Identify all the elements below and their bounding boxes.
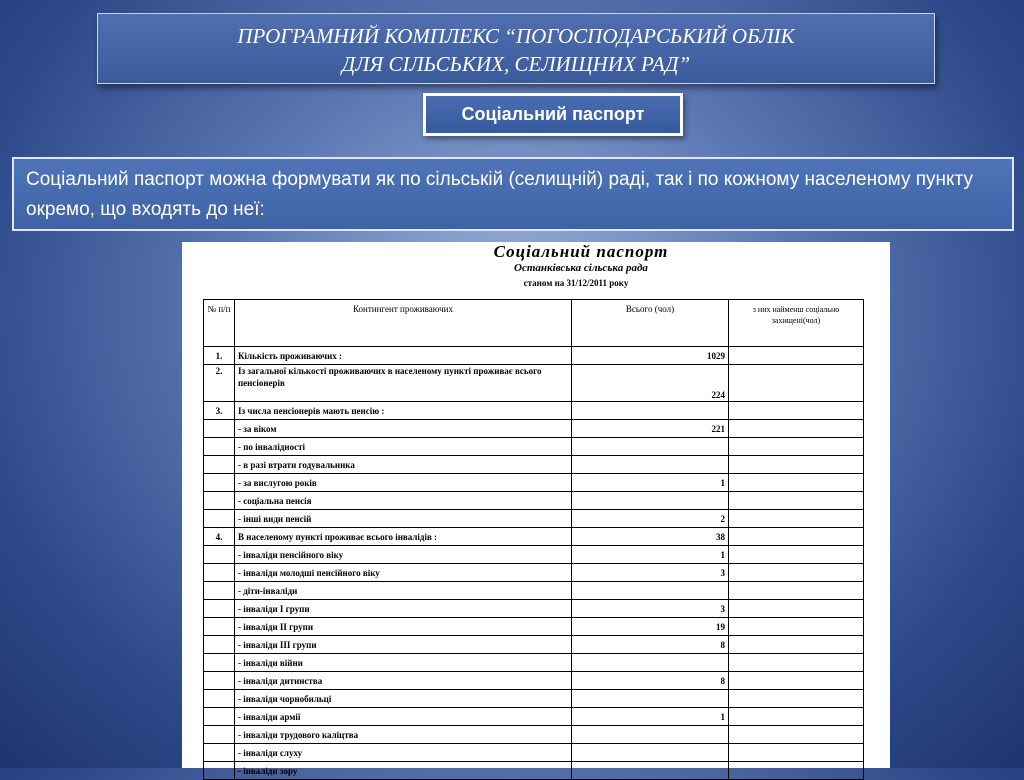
row-total: 1029	[572, 347, 729, 365]
table-row	[204, 708, 864, 726]
row-name: - інваліди ІІІ групи	[235, 636, 572, 654]
row-protected	[729, 744, 864, 762]
header-num: № п/п	[204, 300, 235, 347]
row-total: 221	[572, 420, 729, 438]
row-total: 3	[572, 600, 729, 618]
table-row	[204, 600, 864, 618]
row-name: - інваліди війни	[235, 654, 572, 672]
row-num	[204, 744, 235, 762]
row-name: - по інвалідності	[235, 438, 572, 456]
row-name: - інваліди молодші пенсійного віку	[235, 564, 572, 582]
row-name: - інваліди слуху	[235, 744, 572, 762]
row-name: - інваліди пенсійного віку	[235, 546, 572, 564]
row-total	[572, 726, 729, 744]
row-name: Із загальної кількості проживаючих в населеному пункті проживає всього пенсіонерів	[235, 365, 572, 402]
row-name: - діти-інваліди	[235, 582, 572, 600]
row-total	[572, 456, 729, 474]
row-total	[572, 744, 729, 762]
table-row	[204, 744, 864, 762]
row-protected	[729, 618, 864, 636]
row-total: 19	[572, 618, 729, 636]
row-num	[204, 690, 235, 708]
row-protected	[729, 546, 864, 564]
table-row	[204, 690, 864, 708]
table-row	[204, 365, 864, 402]
table-row	[204, 456, 864, 474]
table-row	[204, 636, 864, 654]
row-num	[204, 762, 235, 780]
table-row	[204, 347, 864, 365]
row-protected	[729, 456, 864, 474]
row-total	[572, 402, 729, 420]
row-name: - за віком	[235, 420, 572, 438]
table-row	[204, 672, 864, 690]
row-total: 1	[572, 546, 729, 564]
row-protected	[729, 726, 864, 744]
row-num	[204, 726, 235, 744]
row-num	[204, 564, 235, 582]
row-num	[204, 600, 235, 618]
social-passport-button[interactable]	[423, 93, 683, 136]
row-protected	[729, 474, 864, 492]
row-name: - інваліди чорнобильці	[235, 690, 572, 708]
row-total: 8	[572, 636, 729, 654]
row-num	[204, 582, 235, 600]
row-num	[204, 708, 235, 726]
row-protected	[729, 654, 864, 672]
row-num	[204, 474, 235, 492]
table-row	[204, 564, 864, 582]
row-total: 8	[572, 672, 729, 690]
row-protected	[729, 672, 864, 690]
row-name: Із числа пенсіонерів мають пенсію :	[235, 402, 572, 420]
row-name: - інші види пенсій	[235, 510, 572, 528]
row-num	[204, 618, 235, 636]
row-total	[572, 690, 729, 708]
row-protected	[729, 365, 864, 402]
row-total	[572, 582, 729, 600]
row-name: - інваліди ІІ групи	[235, 618, 572, 636]
row-protected	[729, 600, 864, 618]
table-row	[204, 438, 864, 456]
row-total: 1	[572, 474, 729, 492]
header-protected: з них найменш соціально захищені(чол)	[729, 300, 864, 347]
description-text: Соціальний паспорт можна формувати як по сільській (селищній) раді, так і по кожному населеному пункту окремо, що входять до неї:	[12, 157, 1014, 231]
row-name: - інваліди зору	[235, 762, 572, 780]
document-preview	[182, 242, 890, 776]
row-protected	[729, 564, 864, 582]
table-row	[204, 618, 864, 636]
row-name: - соціальна пенсія	[235, 492, 572, 510]
row-protected	[729, 582, 864, 600]
row-protected	[729, 762, 864, 780]
row-num: 4.	[204, 528, 235, 546]
social-passport-table	[203, 299, 864, 780]
table-row	[204, 726, 864, 744]
row-protected	[729, 420, 864, 438]
row-num	[204, 636, 235, 654]
row-name: Кількість проживаючих :	[235, 347, 572, 365]
banner-line-2: ДЛЯ СІЛЬСЬКИХ, СЕЛИЩНИХ РАД”	[341, 52, 691, 76]
table-row	[204, 492, 864, 510]
row-protected	[729, 528, 864, 546]
table-row	[204, 654, 864, 672]
row-num	[204, 654, 235, 672]
row-protected	[729, 510, 864, 528]
row-num: 2.	[204, 365, 235, 402]
row-num	[204, 672, 235, 690]
row-total	[572, 654, 729, 672]
row-total	[572, 438, 729, 456]
table-row	[204, 528, 864, 546]
row-name: - інваліди І групи	[235, 600, 572, 618]
row-total: 224	[572, 365, 729, 402]
row-total: 2	[572, 510, 729, 528]
row-name: - в разі втрати годувальника	[235, 456, 572, 474]
row-protected	[729, 690, 864, 708]
table-row	[204, 762, 864, 780]
row-name: - інваліди армії	[235, 708, 572, 726]
row-protected	[729, 636, 864, 654]
row-name: - інваліди трудового каліцтва	[235, 726, 572, 744]
row-num	[204, 420, 235, 438]
table-row	[204, 402, 864, 420]
row-protected	[729, 347, 864, 365]
row-num	[204, 510, 235, 528]
row-name: - за вислугою років	[235, 474, 572, 492]
table-row	[204, 510, 864, 528]
row-protected	[729, 708, 864, 726]
row-total: 38	[572, 528, 729, 546]
row-total: 1	[572, 708, 729, 726]
document-date: станом на 31/12/2011 року	[523, 278, 629, 288]
row-num: 1.	[204, 347, 235, 365]
table-row	[204, 582, 864, 600]
social-passport-button-label: Соціальний паспорт	[426, 96, 680, 133]
row-protected	[729, 402, 864, 420]
table-row	[204, 420, 864, 438]
row-protected	[729, 438, 864, 456]
document-title: Соціальний паспорт	[493, 242, 669, 261]
row-num	[204, 456, 235, 474]
title-banner	[97, 13, 935, 84]
table-row	[204, 474, 864, 492]
row-protected	[729, 492, 864, 510]
header-total: Всього (чол)	[572, 300, 729, 347]
document-council: Останківська сільська рада	[514, 262, 648, 274]
table-header-row	[204, 300, 864, 347]
row-total	[572, 762, 729, 780]
row-total: 3	[572, 564, 729, 582]
row-num: 3.	[204, 402, 235, 420]
banner-line-1: ПРОГРАМНИЙ КОМПЛЕКС “ПОГОСПОДАРСЬКИЙ ОБЛІК	[237, 24, 795, 48]
row-num	[204, 546, 235, 564]
header-name: Контингент проживаючих	[235, 300, 572, 347]
row-num	[204, 492, 235, 510]
row-name: - інваліди дитинства	[235, 672, 572, 690]
row-total	[572, 492, 729, 510]
table-row	[204, 546, 864, 564]
row-num	[204, 438, 235, 456]
row-name: В населеному пункті проживає всього інвалідів :	[235, 528, 572, 546]
